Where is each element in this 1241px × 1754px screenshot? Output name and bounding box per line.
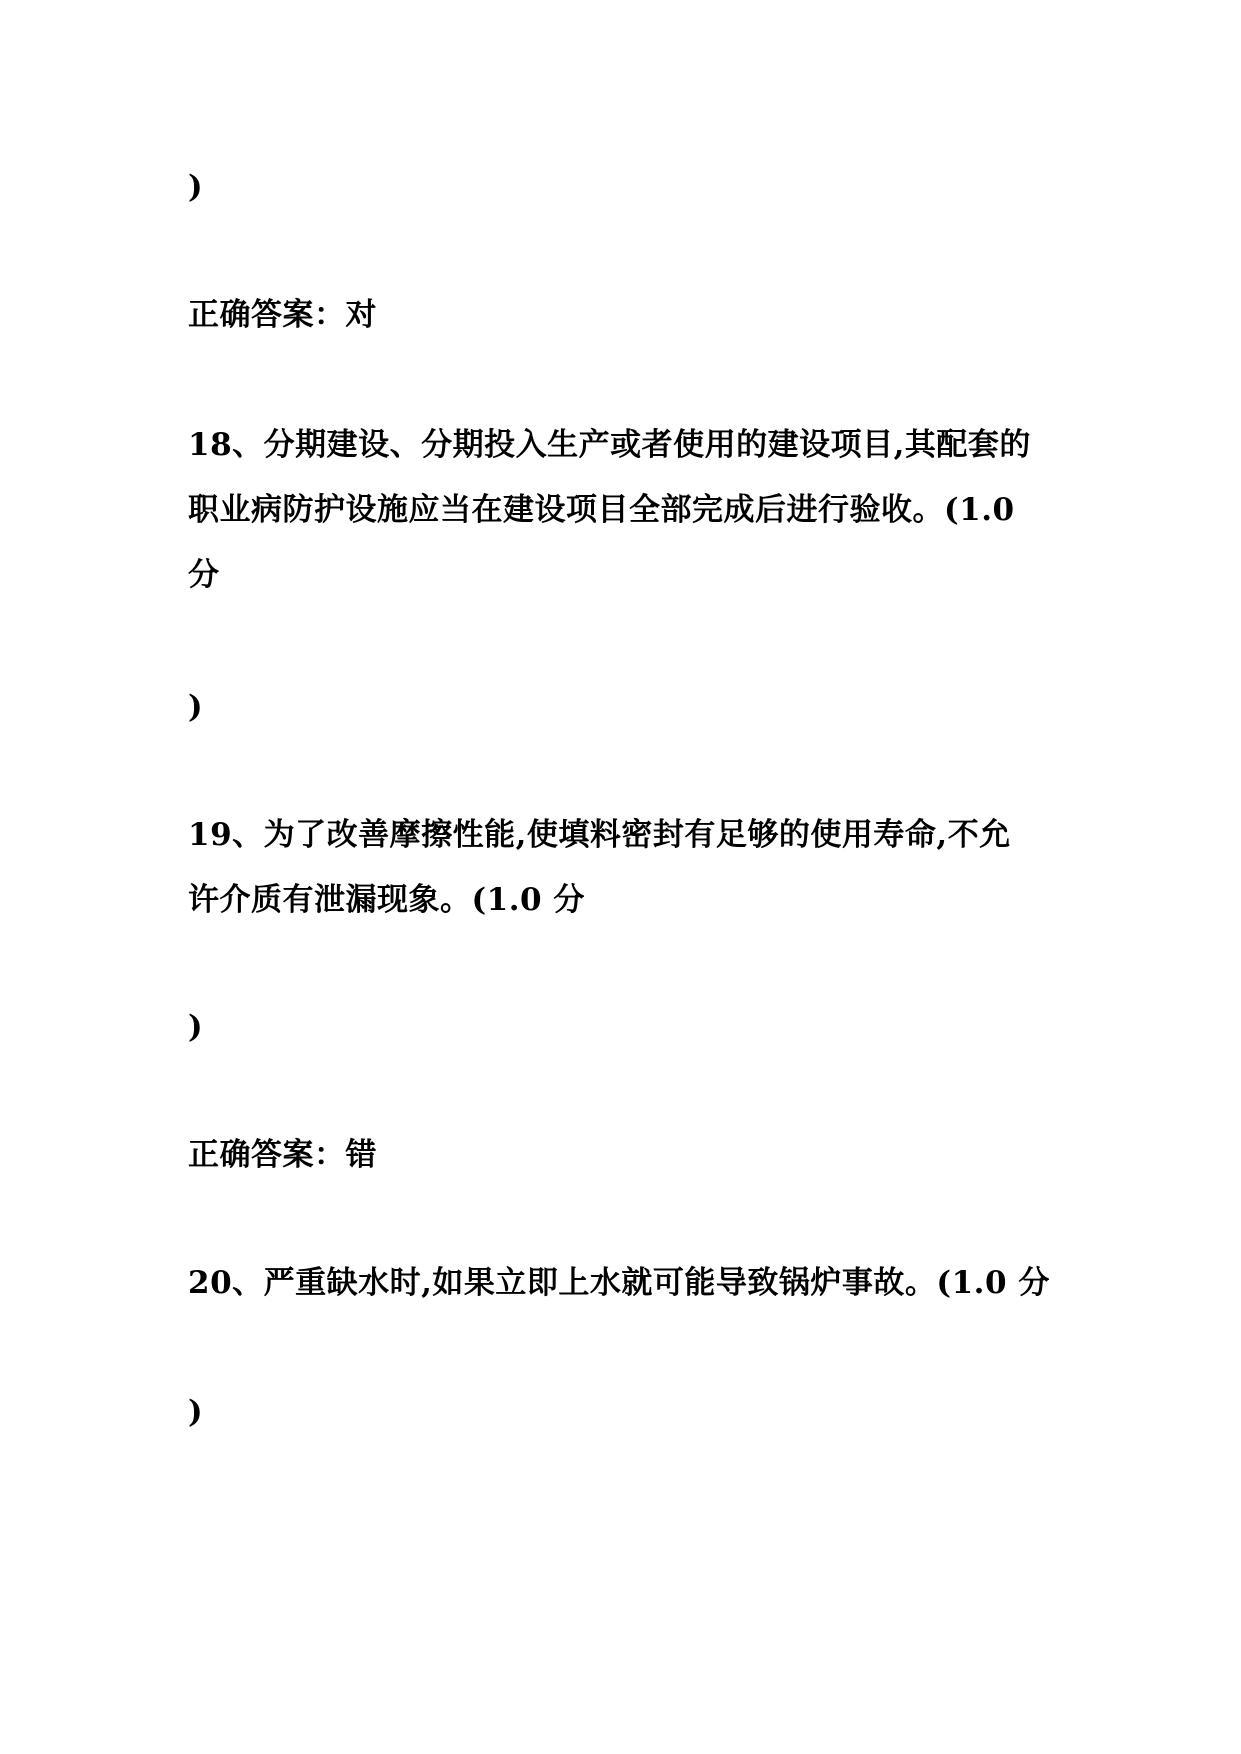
- question-text: 20、严重缺水时,如果立即上水就可能导致锅炉事故。(1.0 分: [188, 1265, 1050, 1301]
- closing-paren: ): [188, 169, 204, 205]
- question-text: 职业病防护设施应当在建设项目全部完成后进行验收。(1.0: [188, 492, 1015, 528]
- closing-paren: ): [188, 1009, 204, 1045]
- answer-line: 正确答案：错: [188, 1137, 377, 1173]
- answer-line: 正确答案：对: [188, 297, 377, 333]
- question-text: 18、分期建设、分期投入生产或者使用的建设项目,其配套的: [188, 427, 1031, 463]
- question-text: 19、为了改善摩擦性能,使填料密封有足够的使用寿命,不允: [188, 817, 1011, 853]
- closing-paren: ): [188, 1394, 204, 1430]
- closing-paren: ): [188, 689, 204, 725]
- question-text: 分: [188, 557, 220, 593]
- question-text: 许介质有泄漏现象。(1.0 分: [188, 882, 585, 918]
